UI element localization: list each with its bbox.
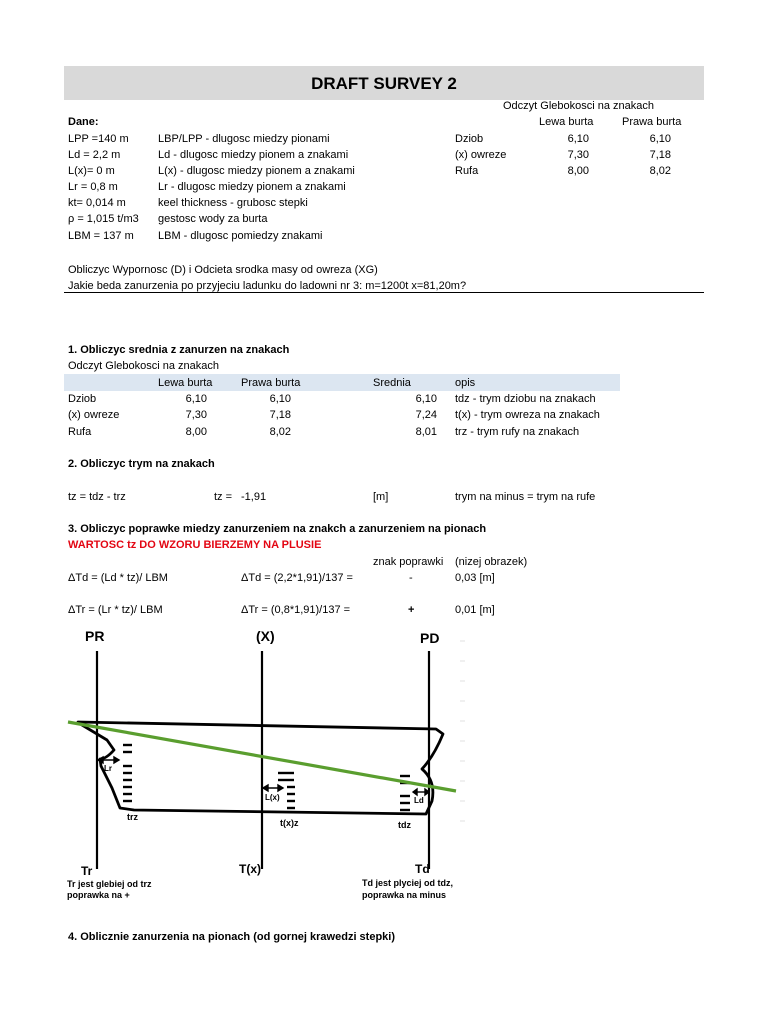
col-header: Lewa burta: [158, 377, 213, 389]
note-right-2: poprawka na minus: [362, 890, 447, 900]
trim-formula: tz = tdz - trz: [68, 491, 126, 503]
odczyt-row-name: Dziob: [455, 133, 484, 145]
col-header: Srednia: [373, 377, 411, 389]
odczyt-row-prawa: 6,10: [649, 133, 671, 145]
dane-value: kt= 0,014 m: [68, 197, 126, 209]
table-cell: 8,00: [185, 426, 207, 438]
table-cell: 8,01: [415, 426, 437, 438]
label-tdz: tdz: [398, 820, 411, 830]
draft-diagram: [64, 621, 468, 907]
dane-value: ρ = 1,015 t/m3: [68, 213, 139, 225]
table-cell: tdz - trym dziobu na znakach: [455, 393, 596, 405]
correction-formula: ΔTr = (Lr * tz)/ LBM: [68, 604, 163, 616]
table-cell: 6,10: [415, 393, 437, 405]
dane-value: LPP =140 m: [68, 133, 129, 145]
section-1-heading: 1. Obliczyc srednia z zanurzen na znakach: [68, 344, 290, 356]
odczyt-row-prawa: 8,02: [649, 165, 671, 177]
dane-value: L(x)= 0 m: [68, 165, 115, 177]
trim-note: trym na minus = trym na rufe: [455, 491, 596, 503]
table-cell: (x) owreze: [68, 409, 120, 421]
table-cell: t(x) - trym owreza na znakach: [455, 409, 600, 421]
dane-desc: Ld - dlugosc miedzy pionem a znakami: [158, 149, 349, 161]
section-3-heading: 3. Obliczyc poprawke miedzy zanurzeniem na znakch a zanurzeniem na pionach: [68, 523, 487, 535]
label-tr: Tr: [81, 864, 93, 878]
section-3-warning: WARTOSC tz DO WZORU BIERZEMY NA PLUSIE: [68, 539, 322, 551]
odczyt-col-prawa: Prawa burta: [622, 116, 682, 128]
table-cell: Dziob: [68, 393, 97, 405]
table-cell: 7,30: [185, 409, 207, 421]
col-header: opis: [455, 377, 476, 389]
dane-desc: gestosc wody za burta: [158, 213, 268, 225]
odczyt-row-lewa: 6,10: [567, 133, 589, 145]
label-tx: T(x): [239, 862, 261, 876]
label-ld: Ld: [414, 796, 424, 805]
table-cell: 8,02: [269, 426, 291, 438]
diagram-background: [64, 621, 468, 907]
table-cell: trz - trym rufy na znakach: [455, 426, 580, 438]
correction-calc: ΔTd = (2,2*1,91)/137 =: [241, 572, 353, 584]
label-x: (X): [256, 628, 275, 644]
label-lr: Lr: [104, 764, 112, 773]
correction-sign: -: [409, 572, 413, 584]
label-txz: t(x)z: [280, 818, 299, 828]
section-1-caption: Odczyt Glebokosci na znakach: [68, 360, 220, 372]
table-header: [64, 374, 620, 391]
dane-desc: keel thickness - grubosc stepki: [158, 197, 308, 209]
col-znak-poprawki: znak poprawki: [373, 556, 444, 568]
col-header: Prawa burta: [241, 377, 301, 389]
note-left-1: Tr jest glebiej od trz: [67, 879, 152, 889]
trim-unit: [m]: [373, 491, 389, 503]
page-title: DRAFT SURVEY 2: [311, 74, 457, 93]
odczyt-caption: Odczyt Glebokosci na znakach: [503, 100, 655, 112]
table-cell: 7,24: [415, 409, 437, 421]
dane-value: Ld = 2,2 m: [68, 149, 121, 161]
table-cell: 7,18: [269, 409, 291, 421]
odczyt-row-name: Rufa: [455, 165, 479, 177]
dane-value: LBM = 137 m: [68, 230, 134, 242]
title-bar: [64, 66, 704, 100]
label-td: Td: [415, 862, 430, 876]
divider: [64, 292, 704, 293]
table-cell: 6,10: [269, 393, 291, 405]
section-2-heading: 2. Obliczyc trym na znakach: [68, 458, 215, 470]
label-lx: L(x): [265, 793, 280, 802]
odczyt-row-lewa: 7,30: [567, 149, 589, 161]
dane-value: Lr = 0,8 m: [68, 181, 118, 193]
dane-desc: LBM - dlugosc pomiedzy znakami: [158, 230, 323, 242]
trim-value: -1,91: [241, 491, 267, 503]
correction-sign: +: [408, 604, 415, 616]
label-pr: PR: [85, 628, 105, 644]
correction-formula: ΔTd = (Ld * tz)/ LBM: [68, 572, 168, 584]
correction-result: 0,01 [m]: [455, 604, 495, 616]
section-4-heading: 4. Oblicznie zanurzenia na pionach (od gornej krawedzi stepki): [68, 931, 396, 943]
note-right-1: Td jest plyciej od tdz,: [362, 878, 454, 888]
odczyt-row-prawa: 7,18: [649, 149, 671, 161]
task-line-2: Jakie beda zanurzenia po przyjeciu ladunku do ladowni nr 3: m=1200t x=81,20m?: [68, 280, 467, 292]
dane-desc: Lr - dlugosc miedzy pionem a znakami: [158, 181, 346, 193]
col-nizej-obrazek: (nizej obrazek): [455, 556, 528, 568]
label-pd: PD: [420, 630, 440, 646]
table-cell: 6,10: [185, 393, 207, 405]
task-line-1: Obliczyc Wypornosc (D) i Odcieta srodka masy od owreza (XG): [68, 264, 378, 276]
trim-label: tz =: [214, 491, 233, 503]
odczyt-row-lewa: 8,00: [567, 165, 589, 177]
dane-desc: LBP/LPP - dlugosc miedzy pionami: [158, 133, 330, 145]
correction-result: 0,03 [m]: [455, 572, 495, 584]
odczyt-col-lewa: Lewa burta: [539, 116, 594, 128]
dane-desc: L(x) - dlugosc miedzy pionem a znakami: [158, 165, 355, 177]
dane-heading: Dane:: [68, 116, 99, 128]
odczyt-row-name: (x) owreze: [455, 149, 507, 161]
label-trz: trz: [127, 812, 138, 822]
table-cell: Rufa: [68, 426, 92, 438]
correction-calc: ΔTr = (0,8*1,91)/137 =: [241, 604, 351, 616]
note-left-2: poprawka na +: [67, 890, 130, 900]
